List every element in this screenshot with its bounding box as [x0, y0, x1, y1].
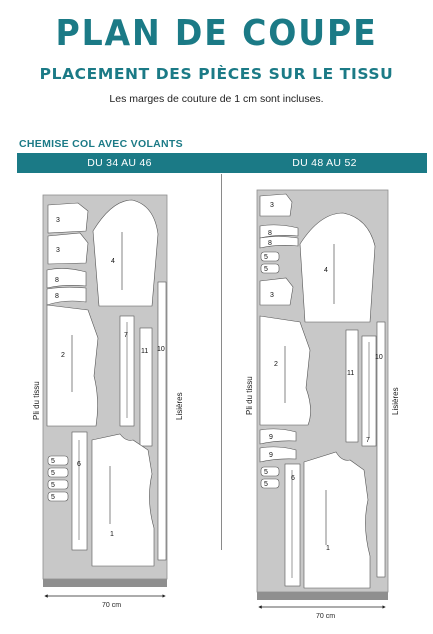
piece-3a	[48, 203, 88, 233]
piece-label: 3	[56, 247, 60, 254]
piece-label: 5	[264, 266, 268, 273]
selvage-label-right: Lisières	[391, 387, 400, 415]
piece-label: 4	[111, 258, 115, 265]
selvage-label-left: Lisières	[175, 392, 184, 420]
piece-6	[285, 464, 300, 586]
piece-label: 6	[291, 475, 295, 482]
piece-label: 3	[270, 202, 274, 209]
piece-8a	[47, 268, 86, 288]
piece-label: 1	[110, 531, 114, 538]
seam-allowance-note: Les marges de couture de 1 cm sont incluses.	[109, 93, 324, 105]
piece-label: 7	[124, 332, 128, 339]
piece-label: 3	[270, 292, 274, 299]
layout-right	[245, 190, 400, 620]
piece-label: 11	[347, 370, 355, 377]
piece-label: 10	[157, 346, 165, 353]
piece-label: 5	[51, 494, 55, 501]
piece-label: 11	[141, 348, 149, 355]
piece-3b	[48, 233, 88, 264]
piece-label: 4	[324, 267, 328, 274]
piece-label: 5	[264, 254, 268, 261]
piece-10	[158, 282, 166, 560]
piece-11	[140, 328, 152, 446]
piece-label: 5	[51, 458, 55, 465]
piece-label: 8	[55, 277, 59, 284]
piece-label: 9	[269, 452, 273, 459]
section-title: CHEMISE COL AVEC VOLANTS	[19, 138, 183, 150]
piece-2	[47, 305, 98, 426]
page-title: PLAN DE COUPE	[55, 13, 378, 54]
fabric-left-base	[43, 579, 167, 587]
piece-3a	[260, 194, 292, 216]
piece-label: 8	[55, 293, 59, 300]
piece-6	[72, 432, 87, 550]
layout-left	[32, 195, 184, 609]
piece-label: 5	[264, 481, 268, 488]
piece-1	[92, 434, 154, 566]
piece-4	[300, 213, 375, 322]
piece-label: 3	[56, 217, 60, 224]
piece-label: 5	[51, 482, 55, 489]
piece-label: 8	[268, 230, 272, 237]
piece-1	[304, 452, 370, 588]
fold-label-right: Pli du tissu	[245, 376, 254, 415]
fabric-right-base	[257, 592, 388, 600]
fold-label-left: Pli du tissu	[32, 381, 41, 420]
piece-label: 6	[77, 461, 81, 468]
piece-label: 1	[326, 545, 330, 552]
width-label-left: 70 cm	[102, 602, 122, 609]
piece-label: 9	[269, 434, 273, 441]
page-subtitle: PLACEMENT DES PIÈCES SUR LE TISSU	[39, 65, 394, 83]
piece-label: 10	[375, 354, 383, 361]
piece-label: 7	[366, 437, 370, 444]
size-range-header-left: DU 34 AU 46	[17, 153, 222, 173]
piece-11	[346, 330, 358, 442]
width-label-right: 70 cm	[316, 613, 336, 620]
piece-label: 5	[264, 469, 268, 476]
piece-3b	[260, 278, 293, 305]
piece-label: 8	[268, 240, 272, 247]
piece-label: 2	[274, 361, 278, 368]
piece-label: 2	[61, 352, 65, 359]
size-range-header-right: DU 48 AU 52	[222, 153, 427, 173]
piece-label: 5	[51, 470, 55, 477]
